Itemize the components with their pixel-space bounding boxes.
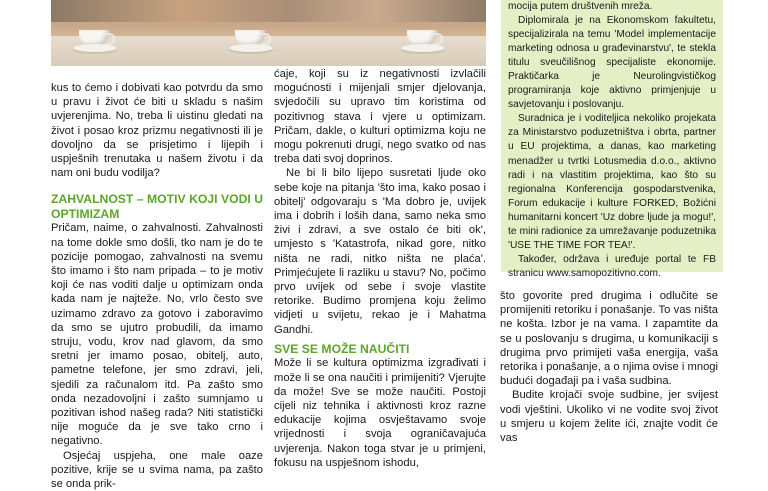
body-paragraph: ćaje, koji su iz negativnosti izvlačili mogućnosti i mijenjali smjer djelovanja, svjedočili su upravo tim koristima od pozitivnog stava i vjere u optimizam. Pričam, dakle, o kulturi optimizma koju ne mogu pokrenuti drugi, nego svatko od nas treba dati svoj doprinos. — [274, 68, 486, 166]
bio-paragraph: Diplomirala je na Ekonomskom fakultetu, specijalizirala na temu 'Model implementacije marketing odnosa u građevinarstvu', te stekla titulu sveučilišnog specijaliste ekonomije. Praktičarka je Neurolingvističkog programiranja koje aktivno primjenjuje u savjetovanju i poslovanju. — [508, 15, 716, 111]
bio-paragraph: Također, održava i uređuje portal te FB stranicu www.samopozitivno.com. — [508, 253, 716, 279]
body-paragraph: Ne bi li bilo lijepo susretati ljude oko sebe koje na pitanja 'što ima, kako posao i obitelj' odgovaraju s 'Ma dobro je, uvijek ima i dobrih i loših dana, samo neka smo živi i zdravi, a sve ostalo će biti ok', umjesto s 'Katastrofa, nikad gore, nitko ništa ne radi, nitko ništa ne plaća'. Primjećujete li razliku u stavu? No, počimo prvo uvijek od sebe i svoje vlastite retorike. Budimo promjena koju želimo vidjeti u svijetu, rekao je i Mahatma Gandhi. — [274, 167, 486, 336]
section-heading: ZAHVALNOST – MOTIV KOJI VODI U OPTIMIZAM — [51, 192, 263, 221]
body-paragraph: Može li se kultura optimizma izgrađivati i može li se ona naučiti i primijeniti? Vjerujte da može! Sve se može naučiti. Postoji cijeli niz tehnika i aktivnosti kroz razne edukacije kojima osvještavamo svoje vrijednosti i svoja ograničavajuća uvjerenja. Nakon toga stvar je u primjeni, fokusu na uspješnom ishodu, — [274, 357, 486, 469]
article-column-3 — [500, 289, 718, 445]
body-paragraph: kus to ćemo i dobivati kao potvrdu da smo u pravu i život će biti u skladu s našim uvjerenjima. No, treba li uistinu gledati na život i posao kroz prizmu negativnosti ili je dovoljno da se prisjetimo i lijepih i uspješnih trenutaka u našem životu i da nam oni budu vodilja? — [51, 82, 263, 180]
coffee-cup-icon — [229, 30, 273, 52]
coffee-cup-icon — [73, 30, 117, 52]
author-bio-text — [508, 0, 716, 281]
bio-paragraph: Suradnica je i voditeljica nekoliko projekata za Ministarstvo poduzetništva i obrta, partner u EU projektima, a danas, kao marketing menadžer u tvrtki Lotusmedia d.o.o., aktivno radi i na vlastitim projektima, kao što su regionalna Konferencija gospodarstvenika, Forum edukacije i kulture FORKED, Božićni humanitarni koncert 'Uz dobre ljude ja mogu!', te mini radionice za umrežavanje poduzetnika 'USE THE TIME FOR TEA!'. — [508, 113, 716, 251]
article-photo — [51, 0, 486, 66]
body-paragraph: Osjećaj uspjeha, one male oaze pozitive, krije se u svima nama, pa zašto se onda prik- — [51, 449, 263, 491]
body-paragraph: što govorite pred drugima i odlučite se promijeniti retoriku i ponašanje. To vas ništa ne košta. Izbor je na vama. I zapamtite da se u poslovanju s drugima, u komunikaciji s drugima prvo primijeti vaša energija, vaša retorika i ponašanje, a o njima ovise i mnogi budući događaji pa i vaša sudbina. — [500, 290, 718, 388]
photo-people-band — [51, 0, 486, 22]
coffee-cup-icon — [401, 30, 445, 52]
bio-paragraph: mocija putem društvenih mreža. — [508, 1, 653, 12]
body-paragraph: Pričam, naime, o zahvalnosti. Zahvalnosti na tome dokle smo došli, tko nam je do te pozicije pomogao, zahvalnosti na svemu što imamo i što nam pripada – to je motiv koji će nas voditi dalje u optimizam onda kada nam je najteže. No, vrlo često sve uzimamo zdravo za gotovo i zaboravimo da smo se ujutro probudili, da imamo struju, vodu, krov nad glavom, da smo sretni jer imamo posao, obitelj, auto, pametne telefone, jer smo zdravi, jeli, sjedili za računalom itd. Pa zašto smo onda nezadovoljni i zašto sumnjamo u pozitivan ishod našeg rada? Niti statistički nije moguće da je sve tako crno i negativno. — [51, 222, 263, 448]
body-paragraph: Budite krojači svoje sudbine, jer svijest vodi vještini. Ukoliko vi ne vodite svoj život u smjeru u kojem želite ići, znajte vodit će vas — [500, 389, 718, 445]
article-column-1 — [51, 81, 263, 491]
section-heading: SVE SE MOŽE NAUČITI — [274, 341, 410, 356]
article-column-2 — [274, 67, 486, 470]
